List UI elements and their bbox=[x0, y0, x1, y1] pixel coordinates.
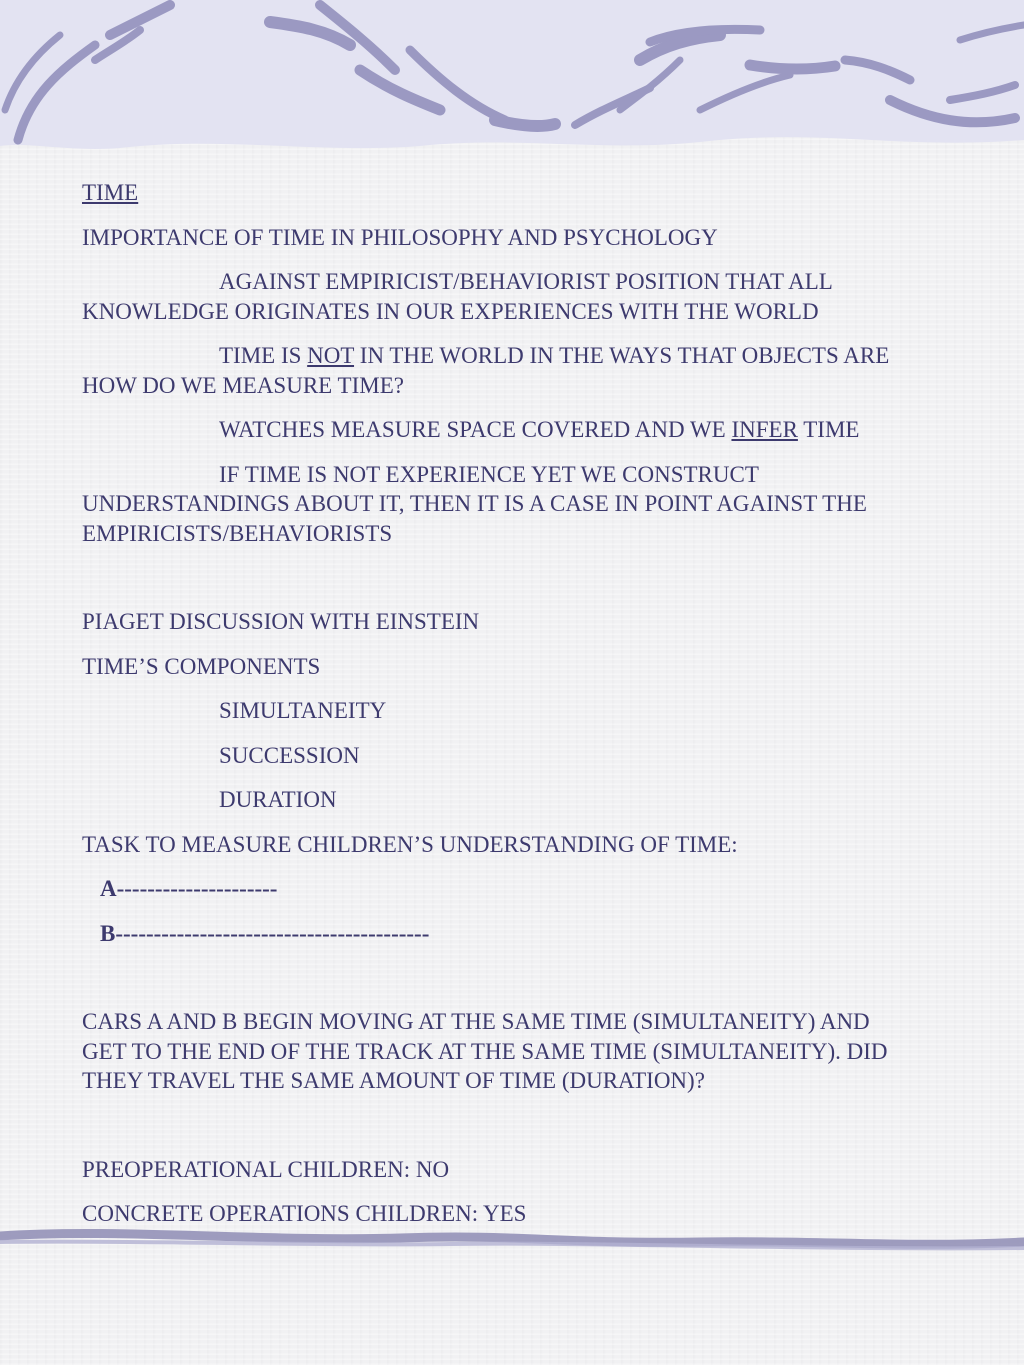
track-b: B----------------------------------------- bbox=[100, 920, 430, 946]
watches-post: TIME bbox=[797, 417, 860, 442]
component-item-simultaneity: SIMULTANEITY bbox=[219, 698, 387, 723]
watches-infer: INFER bbox=[731, 417, 798, 442]
watches-paragraph bbox=[82, 415, 912, 445]
against-paragraph bbox=[82, 267, 912, 326]
if-time-paragraph bbox=[82, 460, 912, 549]
slide-content bbox=[82, 178, 912, 1244]
time-is-not: NOT bbox=[307, 343, 355, 368]
against-text: AGAINST EMPIRICIST/BEHAVIORIST POSITION THAT ALL KNOWLEDGE ORIGINATES IN OUR EXPERIENCES WITH THE WORLD bbox=[82, 269, 832, 324]
importance-line: IMPORTANCE OF TIME IN PHILOSOPHY AND PSYCHOLOGY bbox=[82, 224, 718, 250]
decorative-header-band bbox=[0, 0, 1024, 160]
cars-paragraph: CARS A AND B BEGIN MOVING AT THE SAME TIME (SIMULTANEITY) AND GET TO THE END OF THE TRACK AT THE SAME TIME (SIMULTANEITY). DID THEY TRAVEL THE SAME AMOUNT OF TIME (DURATION)? bbox=[82, 1009, 888, 1093]
concrete-line: CONCRETE OPERATIONS CHILDREN: YES bbox=[82, 1201, 527, 1226]
component-item-duration: DURATION bbox=[219, 787, 337, 812]
time-is-pre: TIME IS bbox=[219, 343, 308, 368]
task-line: TASK TO MEASURE CHILDREN’S UNDERSTANDING OF TIME: bbox=[82, 831, 738, 857]
slide-title bbox=[82, 178, 912, 208]
if-time-text: IF TIME IS NOT EXPERIENCE YET WE CONSTRUCT UNDERSTANDINGS ABOUT IT, THEN IT IS A CASE IN POINT AGAINST THE EMPIRICISTS/BEHAVIORISTS bbox=[82, 461, 867, 546]
track-a: A--------------------- bbox=[100, 876, 278, 901]
watches-pre: WATCHES MEASURE SPACE COVERED AND WE bbox=[219, 417, 732, 442]
component-item-succession: SUCCESSION bbox=[219, 742, 360, 768]
piaget-line: PIAGET DISCUSSION WITH EINSTEIN bbox=[82, 609, 480, 634]
time-is-paragraph bbox=[82, 341, 912, 400]
title-text: TIME bbox=[82, 180, 139, 205]
spacer bbox=[82, 1111, 912, 1155]
time-is-post: IN THE WORLD IN THE WAYS THAT OBJECTS ARE HOW DO WE MEASURE TIME? bbox=[82, 343, 890, 398]
spacer bbox=[82, 963, 912, 1007]
spacer bbox=[82, 563, 912, 607]
preoperational-line: PREOPERATIONAL CHILDREN: NO bbox=[82, 1156, 450, 1182]
components-heading: TIME’S COMPONENTS bbox=[82, 653, 321, 679]
